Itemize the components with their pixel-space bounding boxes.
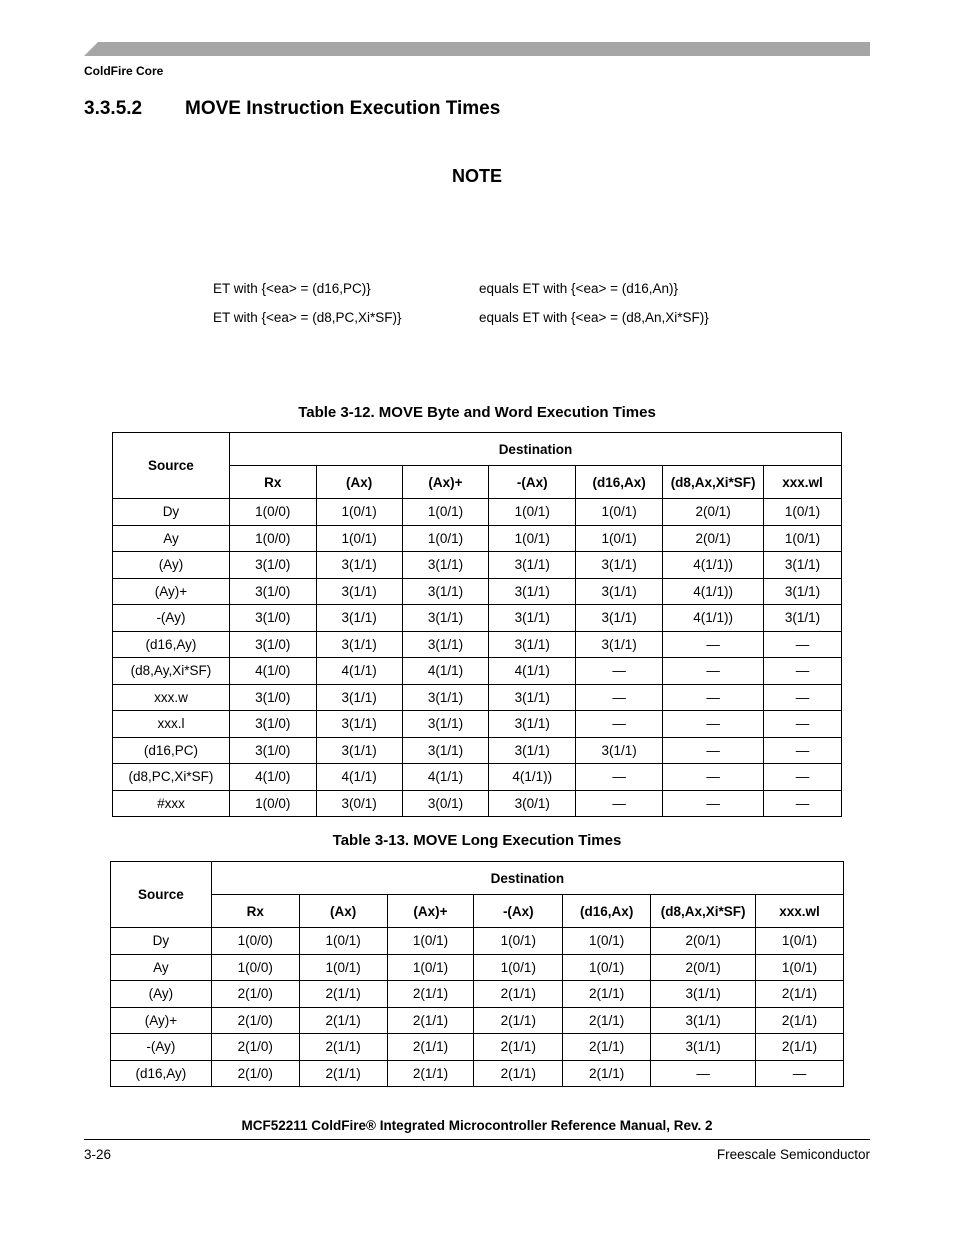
column-header: xxx.wl xyxy=(756,895,844,928)
source-cell: xxx.l xyxy=(113,711,230,738)
table-cell: 3(1/0) xyxy=(229,552,316,579)
footer-title: MCF52211 ColdFire® Integrated Microcontroller Reference Manual, Rev. 2 xyxy=(241,1118,713,1133)
table-cell: 4(1/1) xyxy=(402,764,489,791)
table-row xyxy=(111,1007,844,1034)
table-row xyxy=(113,605,842,632)
source-cell: -(Ay) xyxy=(113,605,230,632)
table-cell: 1(0/0) xyxy=(229,525,316,552)
column-header: (Ax)+ xyxy=(387,895,474,928)
table-cell: 2(1/1) xyxy=(387,981,474,1008)
table-cell: 3(1/1) xyxy=(576,631,663,658)
table-row xyxy=(111,981,844,1008)
table-cell: 3(1/1) xyxy=(316,737,402,764)
table-cell: — xyxy=(576,790,663,817)
table-cell: 2(1/1) xyxy=(474,981,563,1008)
table-row xyxy=(113,711,842,738)
table-cell: — xyxy=(663,737,764,764)
table-cell: 1(0/1) xyxy=(563,954,651,981)
source-cell: (d8,PC,Xi*SF) xyxy=(113,764,230,791)
table-cell: 3(1/1) xyxy=(316,684,402,711)
table-cell: 2(1/0) xyxy=(211,1060,299,1087)
table-cell: 1(0/1) xyxy=(474,928,563,955)
table-cell: 2(1/0) xyxy=(211,1034,299,1061)
table-row xyxy=(113,578,842,605)
table-cell: — xyxy=(663,790,764,817)
table-cell: 2(0/1) xyxy=(663,525,764,552)
table-cell: 1(0/1) xyxy=(299,928,387,955)
destination-header: Destination xyxy=(211,862,843,895)
source-header: Source xyxy=(113,433,230,499)
table-cell: — xyxy=(663,631,764,658)
publisher: Freescale Semiconductor xyxy=(716,1147,870,1162)
source-cell: (d8,Ay,Xi*SF) xyxy=(113,658,230,685)
table-cell: 3(1/1) xyxy=(764,552,842,579)
source-cell: -(Ay) xyxy=(111,1034,212,1061)
column-header: (d16,Ax) xyxy=(576,466,663,499)
column-header: (Ax) xyxy=(299,895,387,928)
table-row xyxy=(111,954,844,981)
table-cell: 2(1/1) xyxy=(756,1007,844,1034)
table12-caption: Table 3-12. MOVE Byte and Word Execution Times xyxy=(298,404,656,421)
table-cell: 1(0/1) xyxy=(387,928,474,955)
table-row xyxy=(113,737,842,764)
section-title xyxy=(84,98,500,120)
table-cell: — xyxy=(764,631,842,658)
source-header: Source xyxy=(111,862,212,928)
table-cell: 1(0/0) xyxy=(211,928,299,955)
table-cell: 2(0/1) xyxy=(651,954,756,981)
table-cell: 1(0/0) xyxy=(229,499,316,526)
table-cell: 1(0/1) xyxy=(489,525,576,552)
table-cell: 2(1/0) xyxy=(211,1007,299,1034)
table-cell: 1(0/0) xyxy=(211,954,299,981)
table-row xyxy=(111,928,844,955)
page-number: 3-26 xyxy=(84,1147,112,1162)
table-row xyxy=(113,499,842,526)
table-row xyxy=(113,552,842,579)
column-header: Rx xyxy=(229,466,316,499)
table-cell: 3(1/0) xyxy=(229,684,316,711)
table-row xyxy=(113,631,842,658)
table-cell: 1(0/1) xyxy=(316,525,402,552)
column-header: -(Ax) xyxy=(489,466,576,499)
source-cell: Ay xyxy=(113,525,230,552)
table-cell: 1(0/1) xyxy=(474,954,563,981)
table-cell: 1(0/1) xyxy=(563,928,651,955)
table-cell: 3(1/1) xyxy=(402,684,489,711)
table-cell: 2(1/1) xyxy=(299,981,387,1008)
section-number: 3.3.5.2 xyxy=(84,98,143,119)
table-row xyxy=(111,1060,844,1087)
table-cell: 2(1/1) xyxy=(756,981,844,1008)
source-cell: (d16,Ay) xyxy=(113,631,230,658)
table-cell: 3(0/1) xyxy=(402,790,489,817)
source-cell: Dy xyxy=(113,499,230,526)
note-row-left: ET with {<ea> = (d8,PC,Xi*SF)} xyxy=(213,310,402,325)
table-cell: — xyxy=(663,658,764,685)
table-cell: 3(1/1) xyxy=(764,578,842,605)
table-cell: 4(1/0) xyxy=(229,764,316,791)
table-cell: 3(1/1) xyxy=(489,605,576,632)
table-cell: 3(1/0) xyxy=(229,737,316,764)
table-cell: 3(1/1) xyxy=(402,605,489,632)
source-cell: (Ay)+ xyxy=(111,1007,212,1034)
table-cell: — xyxy=(576,684,663,711)
table-cell: 1(0/1) xyxy=(402,525,489,552)
table-cell: 2(1/1) xyxy=(563,981,651,1008)
table-cell: — xyxy=(576,764,663,791)
column-header: (d8,Ax,Xi*SF) xyxy=(651,895,756,928)
table-cell: 4(1/1) xyxy=(316,764,402,791)
column-header: (Ax)+ xyxy=(402,466,489,499)
column-header: xxx.wl xyxy=(764,466,842,499)
table-row xyxy=(113,764,842,791)
table-cell: 1(0/1) xyxy=(764,525,842,552)
table-cell: — xyxy=(663,764,764,791)
table-cell: 2(0/1) xyxy=(663,499,764,526)
table-cell: 3(1/1) xyxy=(651,981,756,1008)
table-cell: 3(1/1) xyxy=(316,631,402,658)
table-cell: 2(1/1) xyxy=(563,1034,651,1061)
table-cell: 3(1/1) xyxy=(489,684,576,711)
table-cell: 4(1/1)) xyxy=(663,578,764,605)
table-cell: — xyxy=(764,790,842,817)
table-cell: — xyxy=(651,1060,756,1087)
table-cell: — xyxy=(576,711,663,738)
table-cell: — xyxy=(764,764,842,791)
table-cell: 2(1/1) xyxy=(299,1034,387,1061)
table-cell: 2(1/1) xyxy=(563,1007,651,1034)
column-header: (Ax) xyxy=(316,466,402,499)
table-cell: 2(1/1) xyxy=(474,1034,563,1061)
section-heading: MOVE Instruction Execution Times xyxy=(185,98,501,119)
table-cell: 3(1/1) xyxy=(316,711,402,738)
table-cell: 3(1/1) xyxy=(489,552,576,579)
table-cell: 3(1/1) xyxy=(402,552,489,579)
table-cell: 3(1/1) xyxy=(764,605,842,632)
table-cell: 3(1/0) xyxy=(229,631,316,658)
note-row-right: equals ET with {<ea> = (d8,An,Xi*SF)} xyxy=(479,310,709,325)
column-header: (d8,Ax,Xi*SF) xyxy=(663,466,764,499)
table-cell: 4(1/1) xyxy=(316,658,402,685)
table-cell: 3(1/0) xyxy=(229,605,316,632)
source-cell: (d16,Ay) xyxy=(111,1060,212,1087)
table-cell: 3(0/1) xyxy=(316,790,402,817)
table-row xyxy=(113,790,842,817)
table-row xyxy=(111,1034,844,1061)
table-cell: 1(0/1) xyxy=(756,928,844,955)
source-cell: Dy xyxy=(111,928,212,955)
table-cell: 4(1/1) xyxy=(489,658,576,685)
note-title: NOTE xyxy=(451,166,502,186)
table-cell: 3(1/1) xyxy=(402,711,489,738)
table-move-long xyxy=(110,861,844,1087)
header-bar xyxy=(84,42,870,56)
table-cell: 3(1/1) xyxy=(576,578,663,605)
column-header: Rx xyxy=(211,895,299,928)
table-cell: — xyxy=(764,711,842,738)
table-cell: 3(1/1) xyxy=(402,631,489,658)
source-cell: (d16,PC) xyxy=(113,737,230,764)
table-cell: 2(1/1) xyxy=(299,1007,387,1034)
table-cell: 2(1/1) xyxy=(299,1060,387,1087)
column-header: -(Ax) xyxy=(474,895,563,928)
table-cell: 1(0/1) xyxy=(402,499,489,526)
table-cell: 1(0/1) xyxy=(764,499,842,526)
table-cell: 3(1/1) xyxy=(489,711,576,738)
table-cell: — xyxy=(576,658,663,685)
header-row xyxy=(113,433,842,466)
table-cell: 1(0/1) xyxy=(576,499,663,526)
source-cell: Ay xyxy=(111,954,212,981)
table-cell: 3(1/1) xyxy=(489,631,576,658)
table-cell: 3(1/0) xyxy=(229,711,316,738)
table-cell: 2(1/1) xyxy=(474,1007,563,1034)
table-cell: 3(1/1) xyxy=(576,552,663,579)
table-cell: 2(0/1) xyxy=(651,928,756,955)
table-cell: 1(0/1) xyxy=(387,954,474,981)
table-cell: — xyxy=(663,684,764,711)
table-cell: 3(1/1) xyxy=(316,578,402,605)
table-move-byte-word xyxy=(112,432,842,817)
table-cell: 1(0/1) xyxy=(756,954,844,981)
table-cell: 2(1/0) xyxy=(211,981,299,1008)
note-row-right: equals ET with {<ea> = (d16,An)} xyxy=(479,281,679,296)
table-cell: 3(1/1) xyxy=(316,605,402,632)
table-cell: 2(1/1) xyxy=(474,1060,563,1087)
table-cell: 3(1/1) xyxy=(402,578,489,605)
source-cell: (Ay) xyxy=(113,552,230,579)
table-cell: 4(1/1)) xyxy=(663,605,764,632)
table-row xyxy=(113,525,842,552)
table-cell: — xyxy=(764,684,842,711)
table13-caption: Table 3-13. MOVE Long Execution Times xyxy=(332,832,622,849)
table-cell: 2(1/1) xyxy=(387,1034,474,1061)
table-cell: 1(0/0) xyxy=(229,790,316,817)
header-row xyxy=(111,862,844,895)
running-head: ColdFire Core xyxy=(84,64,164,78)
table-cell: 3(1/1) xyxy=(316,552,402,579)
column-header-row xyxy=(111,895,844,928)
table-cell: 1(0/1) xyxy=(316,499,402,526)
destination-header: Destination xyxy=(229,433,841,466)
source-cell: xxx.w xyxy=(113,684,230,711)
table-row xyxy=(113,658,842,685)
table-cell: — xyxy=(764,737,842,764)
note-row-left: ET with {<ea> = (d16,PC)} xyxy=(213,281,371,296)
table-row xyxy=(113,684,842,711)
table-cell: — xyxy=(756,1060,844,1087)
table-cell: 2(1/1) xyxy=(563,1060,651,1087)
source-cell: (Ay)+ xyxy=(113,578,230,605)
table-cell: 3(1/0) xyxy=(229,578,316,605)
table-cell: 2(1/1) xyxy=(387,1007,474,1034)
table-cell: 3(1/1) xyxy=(402,737,489,764)
table-cell: 2(1/1) xyxy=(756,1034,844,1061)
table-cell: 3(1/1) xyxy=(576,737,663,764)
table-cell: 4(1/0) xyxy=(229,658,316,685)
table-cell: — xyxy=(764,658,842,685)
footer-rule xyxy=(84,1139,870,1140)
table-cell: — xyxy=(663,711,764,738)
table-cell: 4(1/1)) xyxy=(489,764,576,791)
source-cell: #xxx xyxy=(113,790,230,817)
table-cell: 1(0/1) xyxy=(489,499,576,526)
column-header: (d16,Ax) xyxy=(563,895,651,928)
source-cell: (Ay) xyxy=(111,981,212,1008)
table-cell: 2(1/1) xyxy=(387,1060,474,1087)
table-cell: 3(0/1) xyxy=(489,790,576,817)
table-cell: 4(1/1)) xyxy=(663,552,764,579)
table-cell: 1(0/1) xyxy=(299,954,387,981)
table-cell: 3(1/1) xyxy=(651,1007,756,1034)
table-cell: 3(1/1) xyxy=(489,578,576,605)
table-cell: 1(0/1) xyxy=(576,525,663,552)
table-cell: 3(1/1) xyxy=(489,737,576,764)
table-cell: 3(1/1) xyxy=(576,605,663,632)
table-cell: 3(1/1) xyxy=(651,1034,756,1061)
table-cell: 4(1/1) xyxy=(402,658,489,685)
